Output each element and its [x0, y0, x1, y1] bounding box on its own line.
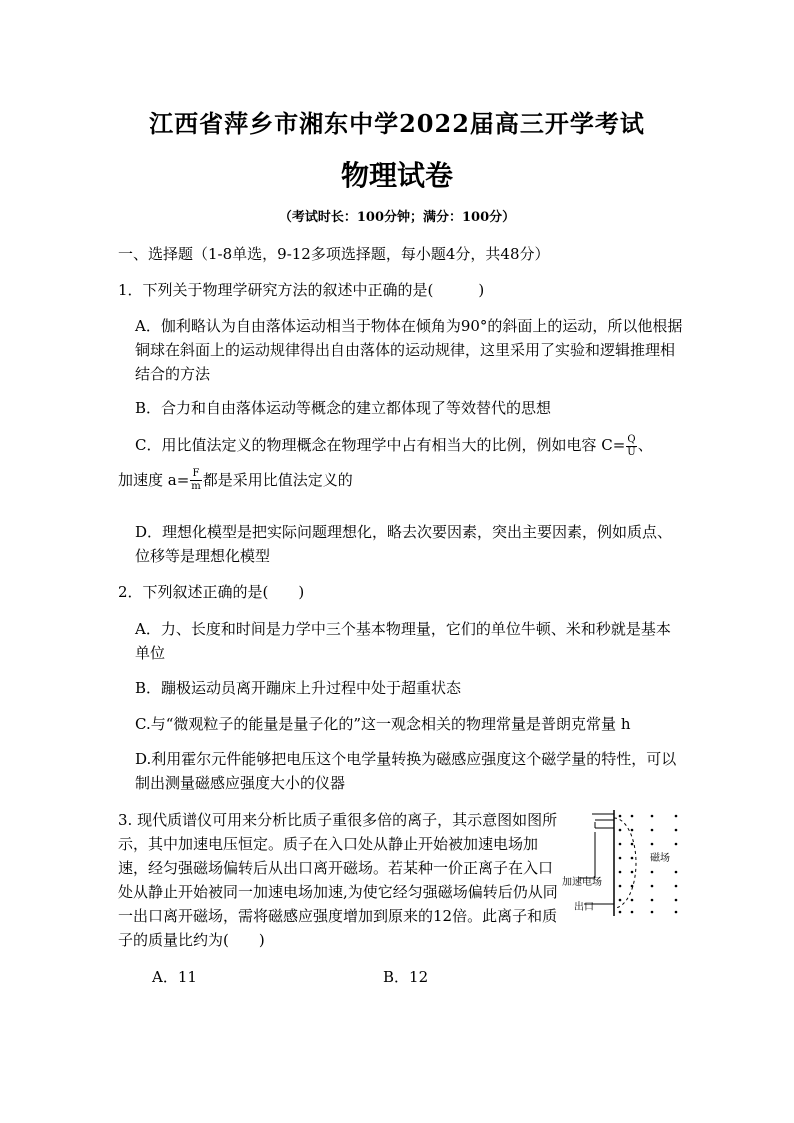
q3-option-b: B．12	[383, 968, 429, 986]
section-heading: 一、选择题（1-8单选，9-12多项选择题，每小题4分，共48分）	[118, 245, 550, 263]
mass-spectrometer-figure	[562, 808, 692, 918]
q2-option-d: D.利用霍尔元件能够把电压这个电学量转换为磁感应强度这个磁学量的特性，可以制出测量磁感应强度大小的仪器	[135, 750, 677, 792]
q1-option-c-text: C．用比值法定义的物理概念在物理学中占有相当大的比例，例如电容 C=	[135, 436, 626, 454]
ion-trajectory	[614, 818, 636, 908]
capacitance-fraction	[626, 434, 636, 459]
accel-field-label: 加速电场	[562, 877, 602, 888]
q1-option-d: D．理想化模型是把实际问题理想化，略去次要因素，突出主要因素，例如质点、位移等是理想化模型	[135, 523, 673, 565]
q1-option-a	[118, 314, 683, 386]
q1-option-c-line1	[118, 432, 683, 459]
fraction-denominator: m	[191, 481, 201, 492]
q3-stem: 3. 现代质谱仪可用来分析比质子重很多倍的离子，其示意图如图所示，其中加速电压恒定。质子在入口处从静止开始被加速电场加速，经匀强磁场偏转后从出口离开磁场。若某种一价正离子在入口处从静止开始被同一加速电场加速,为使它经匀强磁场偏转后仍从同一出口离开磁场，需将磁感应强度增加到原来的12倍。此离子和质子的质量比约为( )	[118, 811, 558, 949]
q1-option-c-accel: 加速度 a=	[118, 470, 190, 489]
acceleration-fraction	[190, 468, 201, 493]
fraction-numerator: F	[190, 468, 201, 481]
q2-option-c: C.与“微观粒子的能量是量子化的”这一观念相关的物理常量是普朗克常量 h	[135, 715, 631, 733]
fraction-denominator: U	[627, 446, 636, 458]
q1-option-c-sep: 、	[637, 436, 653, 454]
q2-option-a: A．力、长度和时间是力学中三个基本物理量，它们的单位牛顿、米和秒就是基本单位	[135, 620, 671, 662]
q1-stem: 1．下列关于物理学研究方法的叙述中正确的是( )	[118, 281, 485, 299]
q1-option-a-text: A．伽利略认为自由落体运动相当于物体在倾角为90°的斜面上的运动，所以他根据铜球在斜面上的运动规律得出自由落体的运动规律，这里采用了实验和逻辑推理相结合的方法	[135, 317, 683, 383]
q1-option-c	[118, 432, 683, 493]
exam-subject: 物理试卷	[340, 159, 453, 192]
exam-meta: （考试时长：100分钟；满分：100分）	[278, 210, 516, 225]
exam-title: 江西省萍乡市湘东中学2022届高三开学考试	[149, 109, 645, 138]
q2-option-b: B．蹦极运动员离开蹦床上升过程中处于超重状态	[135, 679, 462, 697]
q1-option-c-line2	[118, 467, 683, 494]
fraction-numerator: Q	[627, 433, 636, 445]
q3-option-a: A．11	[152, 968, 197, 986]
q1-option-c-end: 都是采用比值法定义的	[202, 470, 353, 489]
exit-label: 出口	[574, 902, 594, 913]
magnetic-field-label: 磁场	[650, 853, 670, 864]
q1-option-b: B．合力和自由落体运动等概念的建立都体现了等效替代的思想	[135, 399, 552, 417]
q2-stem: 2．下列叙述正确的是( )	[118, 583, 305, 601]
